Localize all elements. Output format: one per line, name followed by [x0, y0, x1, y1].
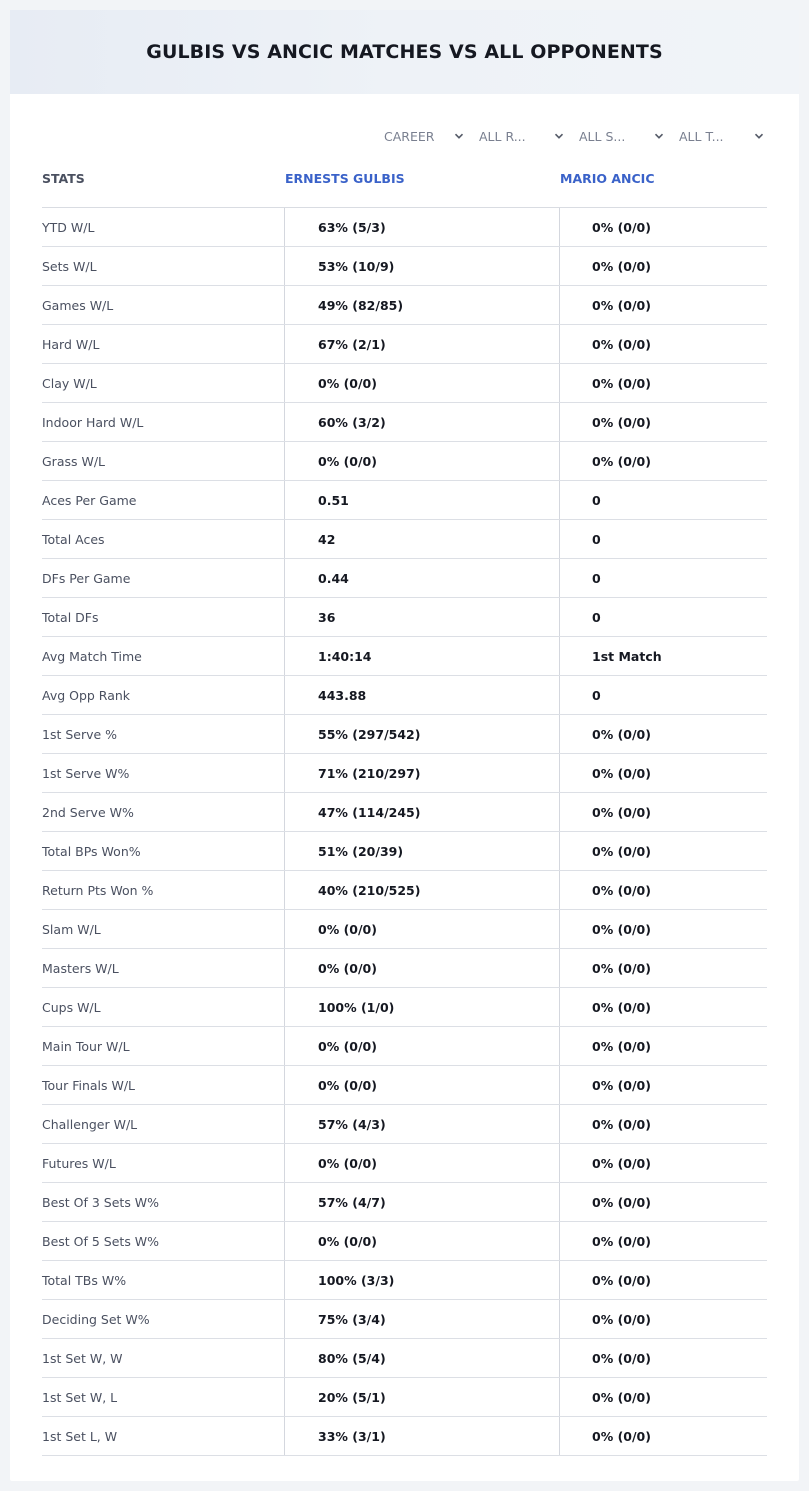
player1-stat-value: 63% (5/3) [284, 208, 559, 246]
player2-stat-value: 0% (0/0) [559, 286, 767, 324]
player1-stat-value: 55% (297/542) [284, 715, 559, 753]
player1-stat-value: 0.44 [284, 559, 559, 597]
player1-stat-value: 57% (4/3) [284, 1105, 559, 1143]
player2-stat-value: 0 [559, 481, 767, 519]
table-row [42, 559, 767, 598]
player1-stat-value: 443.88 [284, 676, 559, 714]
stat-label: 1st Serve % [42, 726, 118, 742]
player1-stat-value: 100% (1/0) [284, 988, 559, 1026]
player2-stat-value: 0% (0/0) [559, 208, 767, 246]
stat-label: Main Tour W/L [42, 1038, 130, 1054]
stat-label: Games W/L [42, 297, 114, 313]
player1-stat-value: 100% (3/3) [284, 1261, 559, 1299]
table-row [42, 754, 767, 793]
filter-bar [10, 125, 799, 147]
stat-label: Total Aces [42, 531, 105, 547]
stat-label: Clay W/L [42, 375, 97, 391]
column-header-player1[interactable]: ERNESTS GULBIS [285, 171, 405, 186]
player2-stat-value: 0% (0/0) [559, 1261, 767, 1299]
table-row [42, 1183, 767, 1222]
player2-stat-value: 0% (0/0) [559, 871, 767, 909]
player1-stat-value: 0% (0/0) [284, 1144, 559, 1182]
table-row [42, 1261, 767, 1300]
player2-stat-value: 0% (0/0) [559, 754, 767, 792]
player2-stat-value: 0 [559, 676, 767, 714]
table-row [42, 442, 767, 481]
chevron-down-icon [654, 131, 664, 141]
player2-stat-value: 0% (0/0) [559, 1417, 767, 1455]
player1-stat-value: 40% (210/525) [284, 871, 559, 909]
player2-stat-value: 0% (0/0) [559, 442, 767, 480]
stat-label: 1st Serve W% [42, 765, 130, 781]
player1-stat-value: 49% (82/85) [284, 286, 559, 324]
table-row [42, 520, 767, 559]
player1-stat-value: 33% (3/1) [284, 1417, 559, 1455]
stat-label: YTD W/L [42, 219, 95, 235]
filter-round-value: ALL R... [479, 128, 526, 144]
stat-label: Indoor Hard W/L [42, 414, 144, 430]
column-header-player2[interactable]: MARIO ANCIC [560, 171, 655, 186]
player1-stat-value: 53% (10/9) [284, 247, 559, 285]
card-header [10, 10, 799, 94]
stat-label: 1st Set L, W [42, 1428, 118, 1444]
stat-label: Sets W/L [42, 258, 97, 274]
player2-stat-value: 0% (0/0) [559, 1144, 767, 1182]
player2-stat-value: 0% (0/0) [559, 1222, 767, 1260]
player1-stat-value: 57% (4/7) [284, 1183, 559, 1221]
player2-stat-value: 0% (0/0) [559, 832, 767, 870]
player2-stat-value: 0% (0/0) [559, 403, 767, 441]
player2-stat-value: 0% (0/0) [559, 1183, 767, 1221]
player1-stat-value: 36 [284, 598, 559, 636]
filter-surface-select[interactable] [579, 125, 664, 147]
stat-label: Slam W/L [42, 921, 101, 937]
table-row [42, 403, 767, 442]
player2-stat-value: 0% (0/0) [559, 247, 767, 285]
player1-stat-value: 80% (5/4) [284, 1339, 559, 1377]
table-row [42, 247, 767, 286]
stat-label: Total TBs W% [42, 1272, 127, 1288]
table-row [42, 832, 767, 871]
player2-stat-value: 0% (0/0) [559, 1105, 767, 1143]
stat-label: Total BPs Won% [42, 843, 141, 859]
stat-label: Avg Match Time [42, 648, 142, 664]
player1-stat-value: 67% (2/1) [284, 325, 559, 363]
table-row [42, 1027, 767, 1066]
player1-stat-value: 75% (3/4) [284, 1300, 559, 1338]
table-row [42, 286, 767, 325]
column-header-stats: STATS [42, 171, 85, 186]
player1-stat-value: 0% (0/0) [284, 949, 559, 987]
table-row [42, 598, 767, 637]
table-header [42, 165, 767, 208]
table-row [42, 949, 767, 988]
table-row [42, 871, 767, 910]
player1-stat-value: 0.51 [284, 481, 559, 519]
player2-stat-value: 1st Match [559, 637, 767, 675]
filter-surface-value: ALL S... [579, 128, 626, 144]
chevron-down-icon [454, 131, 464, 141]
stat-label: Best Of 3 Sets W% [42, 1194, 160, 1210]
table-row [42, 637, 767, 676]
player2-stat-value: 0 [559, 520, 767, 558]
player2-stat-value: 0% (0/0) [559, 325, 767, 363]
stats-card [10, 10, 799, 1481]
stat-label: Futures W/L [42, 1155, 116, 1171]
table-row [42, 1144, 767, 1183]
player1-stat-value: 0% (0/0) [284, 442, 559, 480]
stat-label: Hard W/L [42, 336, 100, 352]
player1-stat-value: 71% (210/297) [284, 754, 559, 792]
player2-stat-value: 0% (0/0) [559, 1066, 767, 1104]
stat-label: 1st Set W, L [42, 1389, 118, 1405]
player1-stat-value: 42 [284, 520, 559, 558]
table-row [42, 481, 767, 520]
stat-label: Tour Finals W/L [42, 1077, 136, 1093]
player2-stat-value: 0% (0/0) [559, 988, 767, 1026]
stat-label: Avg Opp Rank [42, 687, 131, 703]
stat-label: Grass W/L [42, 453, 106, 469]
player1-stat-value: 0% (0/0) [284, 910, 559, 948]
player2-stat-value: 0% (0/0) [559, 1300, 767, 1338]
stats-table [42, 165, 767, 1456]
stat-label: 1st Set W, W [42, 1350, 123, 1366]
table-row [42, 208, 767, 247]
player2-stat-value: 0% (0/0) [559, 910, 767, 948]
player2-stat-value: 0 [559, 559, 767, 597]
table-row [42, 1222, 767, 1261]
stat-label: Deciding Set W% [42, 1311, 150, 1327]
table-row [42, 364, 767, 403]
player1-stat-value: 0% (0/0) [284, 1066, 559, 1104]
player2-stat-value: 0% (0/0) [559, 364, 767, 402]
stat-label: Cups W/L [42, 999, 101, 1015]
player2-stat-value: 0% (0/0) [559, 949, 767, 987]
player1-stat-value: 60% (3/2) [284, 403, 559, 441]
table-row [42, 1378, 767, 1417]
filter-tournament-value: ALL T... [679, 128, 724, 144]
table-row [42, 325, 767, 364]
stat-label: 2nd Serve W% [42, 804, 134, 820]
table-row [42, 1066, 767, 1105]
filter-round-select[interactable] [479, 125, 564, 147]
table-row [42, 715, 767, 754]
filter-period-value: CAREER [384, 128, 435, 144]
player2-stat-value: 0% (0/0) [559, 715, 767, 753]
stat-label: Total DFs [42, 609, 99, 625]
player1-stat-value: 1:40:14 [284, 637, 559, 675]
player1-stat-value: 20% (5/1) [284, 1378, 559, 1416]
table-row [42, 1417, 767, 1456]
table-row [42, 676, 767, 715]
table-row [42, 910, 767, 949]
stat-label: DFs Per Game [42, 570, 131, 586]
chevron-down-icon [554, 131, 564, 141]
table-row [42, 988, 767, 1027]
filter-tournament-select[interactable] [679, 125, 764, 147]
table-row [42, 793, 767, 832]
player1-stat-value: 51% (20/39) [284, 832, 559, 870]
stat-label: Return Pts Won % [42, 882, 154, 898]
page-title: GULBIS VS ANCIC MATCHES VS ALL OPPONENTS [146, 41, 663, 63]
chevron-down-icon [754, 131, 764, 141]
stat-label: Best Of 5 Sets W% [42, 1233, 160, 1249]
filter-period-select[interactable] [384, 125, 464, 147]
player1-stat-value: 0% (0/0) [284, 364, 559, 402]
player1-stat-value: 47% (114/245) [284, 793, 559, 831]
player2-stat-value: 0% (0/0) [559, 793, 767, 831]
table-row [42, 1105, 767, 1144]
player2-stat-value: 0 [559, 598, 767, 636]
player1-stat-value: 0% (0/0) [284, 1222, 559, 1260]
table-row [42, 1300, 767, 1339]
player2-stat-value: 0% (0/0) [559, 1339, 767, 1377]
player1-stat-value: 0% (0/0) [284, 1027, 559, 1065]
stat-label: Challenger W/L [42, 1116, 138, 1132]
player2-stat-value: 0% (0/0) [559, 1027, 767, 1065]
stat-label: Aces Per Game [42, 492, 137, 508]
player2-stat-value: 0% (0/0) [559, 1378, 767, 1416]
stat-label: Masters W/L [42, 960, 119, 976]
table-row [42, 1339, 767, 1378]
table-body [42, 208, 767, 1456]
